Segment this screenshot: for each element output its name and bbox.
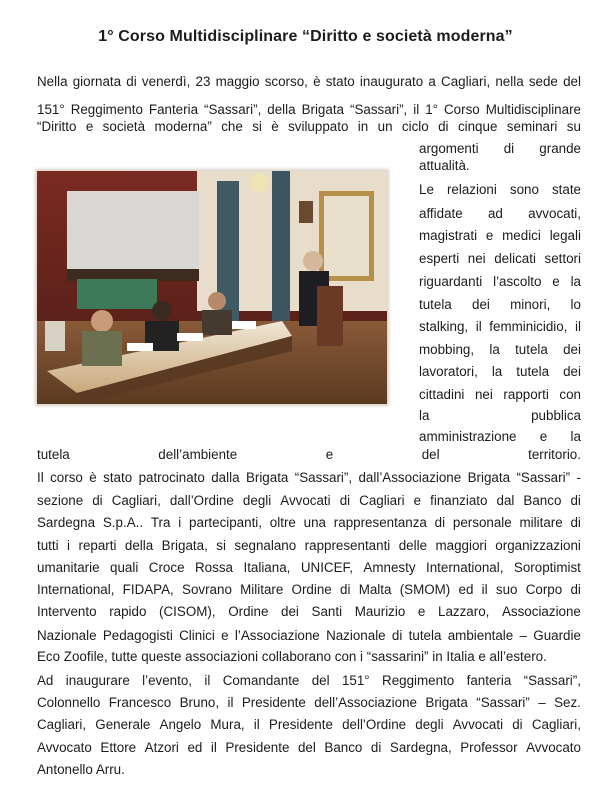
- text-line: tutela dell’ambiente e del territorio.: [37, 447, 581, 462]
- text-line: Antonello Arru.: [37, 762, 125, 777]
- text-line: Colonnello Francesco Bruno, il Presidente dell’Associazione Brigata “Sassari” – Sez.: [37, 695, 581, 710]
- text-line: argomenti di grande: [419, 141, 581, 156]
- text-line: 151° Reggimento Fanteria “Sassari”, della Brigata “Sassari”, il 1° Corso Multidisciplinare: [37, 102, 581, 117]
- text-line: umanitarie quali Croce Rossa Italiana, UNICEF, Amnesty International, Soroptimist: [37, 560, 581, 575]
- text-line: riguardanti l’ascolto e la: [419, 274, 581, 289]
- text-line: International, FIDAPA, Sovrano Militare Ordine di Malta (SMOM) ed il suo Corpo di: [37, 582, 581, 597]
- text-line: Le relazioni sono state: [419, 182, 581, 197]
- text-line: Intervento rapido (CISOM), Ordine dei Santi Maurizio e Lazzaro, Associazione: [37, 604, 581, 619]
- text-line: Il corso è stato patrocinato dalla Brigata “Sassari”, dall’Associazione Brigata “Sassari” -: [37, 470, 581, 485]
- text-line: Ad inaugurare l’evento, il Comandante del 151° Reggimento fanteria “Sassari”,: [37, 673, 581, 688]
- text-line: Avvocato Ettore Atzori ed il Presidente del Banco di Sardegna, Professor Avvocato: [37, 740, 581, 755]
- text-line: “Diritto e società moderna” che si è sviluppato in un ciclo di cinque seminari su: [37, 119, 581, 134]
- text-line: tutti i reparti della Brigata, si segnalano rappresentanti delle maggiori organizzazioni: [37, 538, 581, 553]
- text-line: lavoratori, la tutela dei: [419, 364, 581, 379]
- conference-photo: [37, 171, 387, 404]
- text-line: esperti nei delicati settori: [419, 251, 581, 266]
- text-line: Nazionale Pedagogisti Clinici e l’Associazione Nazionale di tutela ambientale – Guardie: [37, 628, 581, 643]
- text-line: attualità.: [419, 158, 470, 173]
- text-line: Cagliari, Generale Angelo Mura, il Presidente dell’Ordine degli Avvocati di Cagliari,: [37, 717, 581, 732]
- text-line: cittadini nei rapporti con: [419, 387, 581, 402]
- article-title: 1° Corso Multidisciplinare “Diritto e società moderna”: [98, 28, 513, 45]
- text-line: la pubblica: [419, 408, 581, 423]
- text-line: Sardegna S.p.A.. Tra i partecipanti, oltre una rappresentanza di personale militare di: [37, 515, 581, 530]
- text-line: tutela dei minori, lo: [419, 297, 581, 312]
- text-line: stalking, il femminicidio, il: [419, 319, 581, 334]
- conference-photo-image: [37, 171, 387, 404]
- text-line: Eco Zoofile, tutte queste associazioni collaborano con i “sassarini” in Italia e all’estero.: [37, 649, 547, 664]
- text-line: affidate ad avvocati,: [419, 206, 581, 221]
- text-line: magistrati e medici legali: [419, 228, 581, 243]
- text-line: amministrazione e la: [419, 429, 581, 444]
- text-line: mobbing, la tutela dei: [419, 342, 581, 357]
- text-line: Nella giornata di venerdì, 23 maggio scorso, è stato inaugurato a Cagliari, nella sede del: [37, 74, 581, 89]
- text-line: sezione di Cagliari, dall’Ordine degli Avvocati di Cagliari e finanziato dal Banco di: [37, 493, 581, 508]
